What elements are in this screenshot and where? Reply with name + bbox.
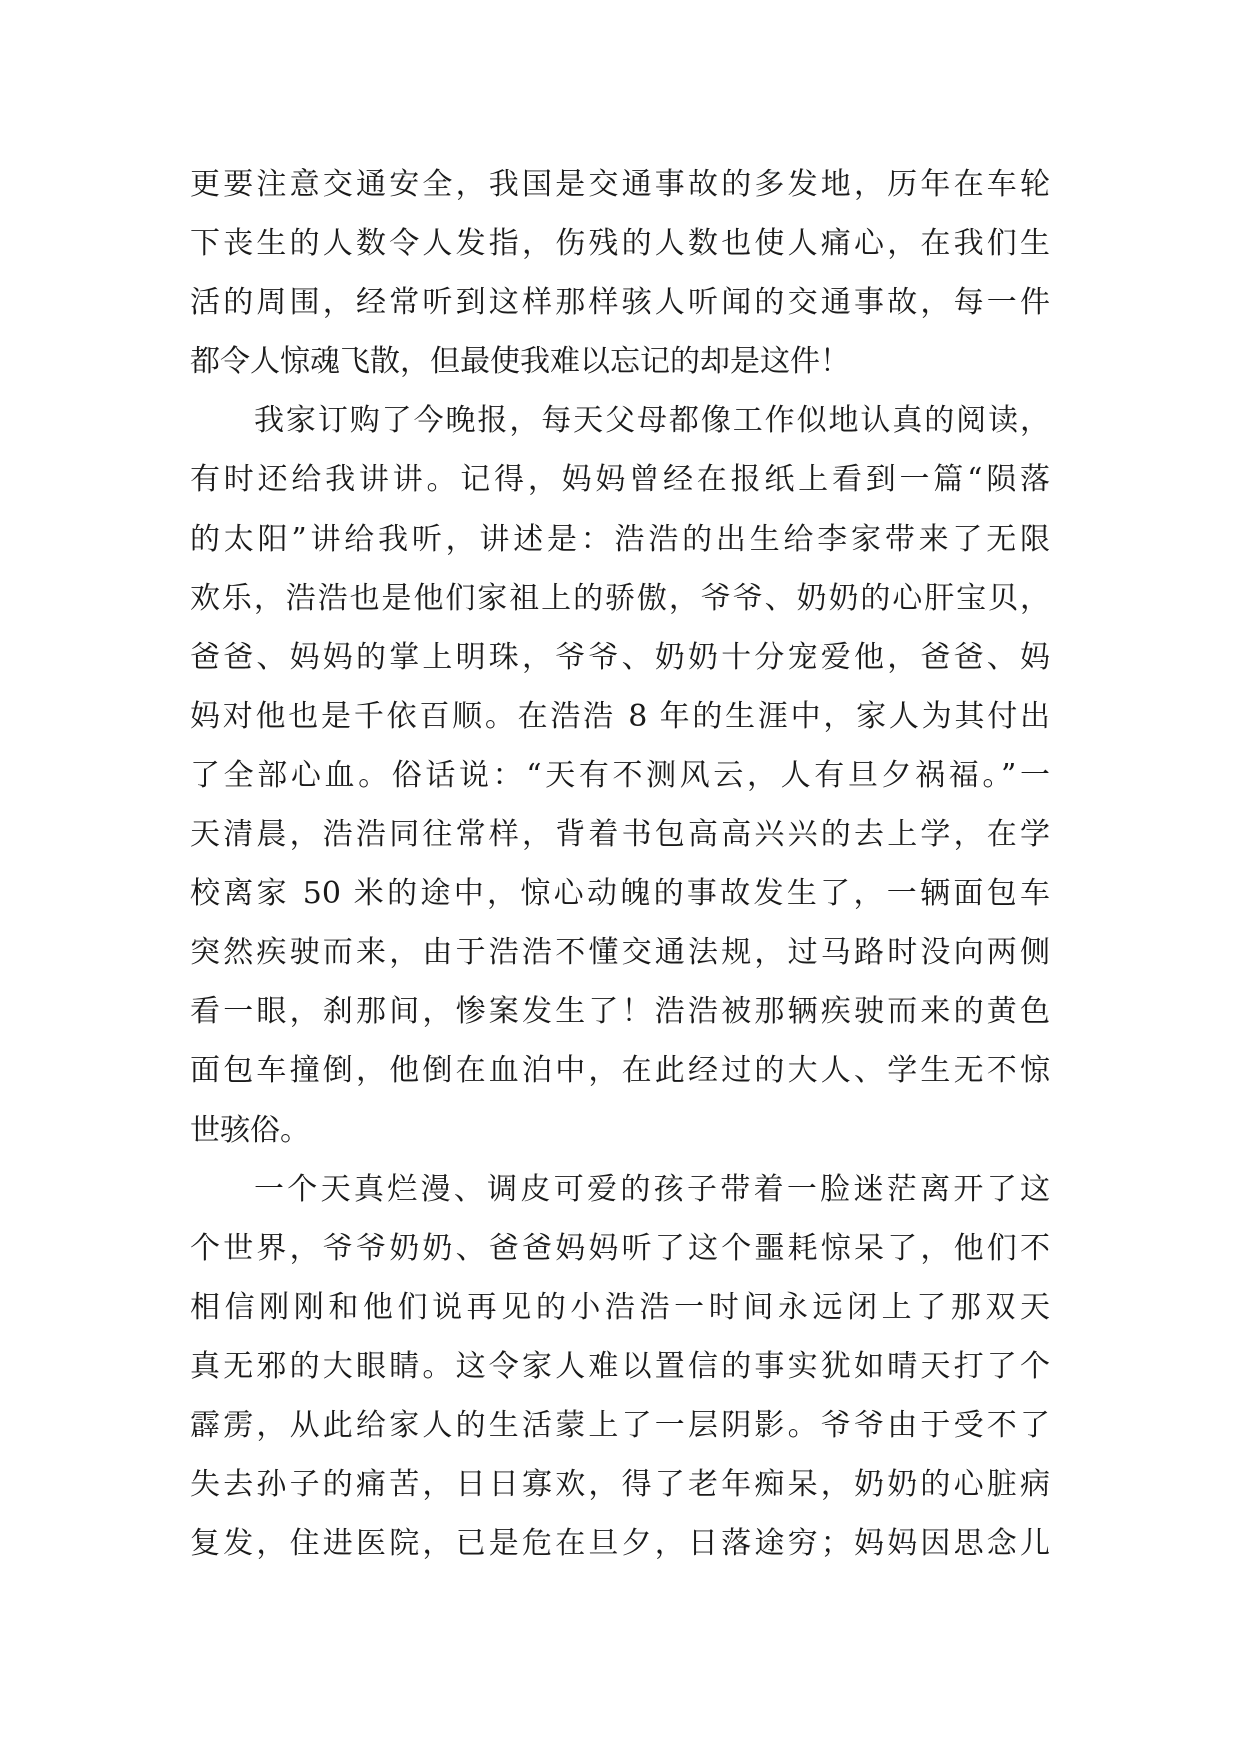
text-line: 活的周围，经常听到这样那样骇人听闻的交通事故，每一件: [190, 285, 1050, 321]
text-line: 看一眼，刹那间，惨案发生了！浩浩被那辆疾驶而来的黄色: [190, 994, 1050, 1030]
body-text: [190, 155, 1050, 1573]
text-line: 面包车撞倒，他倒在血泊中，在此经过的大人、学生无不惊: [190, 1053, 1050, 1089]
text-line: 霹雳，从此给家人的生活蒙上了一层阴影。爷爷由于受不了: [190, 1407, 1050, 1443]
text-line: 了全部心血。俗话说：“天有不测风云，人有旦夕祸福。”一: [190, 757, 1050, 793]
text-line: 个世界，爷爷奶奶、爸爸妈妈听了这个噩耗惊呆了，他们不: [190, 1230, 1050, 1266]
text-line: 的太阳”讲给我听，讲述是：浩浩的出生给李家带来了无限: [190, 521, 1050, 557]
text-line: 世骇俗。: [190, 1112, 310, 1148]
text-line: 都令人惊魂飞散，但最使我难以忘记的却是这件！: [190, 344, 850, 380]
text-line: 有时还给我讲讲。记得，妈妈曾经在报纸上看到一篇“陨落: [190, 462, 1050, 498]
text-line: 更要注意交通安全，我国是交通事故的多发地，历年在车轮: [190, 167, 1050, 202]
paragraph-first-line: 我家订购了今晚报，每天父母都像工作似地认真的阅读，: [254, 403, 1050, 439]
text-line: 突然疾驶而来，由于浩浩不懂交通法规，过马路时没向两侧: [190, 935, 1050, 971]
text-line: 失去孙子的痛苦，日日寡欢，得了老年痴呆，奶奶的心脏病: [190, 1467, 1050, 1503]
text-line: 天清晨，浩浩同往常样，背着书包高高兴兴的去上学，在学: [190, 817, 1050, 853]
text-line: 相信刚刚和他们说再见的小浩浩一时间永远闭上了那双天: [190, 1289, 1050, 1325]
text-line: 真无邪的大眼睛。这令家人难以置信的事实犹如晴天打了个: [190, 1348, 1050, 1384]
text-line: 下丧生的人数令人发指，伤残的人数也使人痛心，在我们生: [190, 226, 1050, 262]
text-line: 欢乐，浩浩也是他们家祖上的骄傲，爷爷、奶奶的心肝宝贝，: [190, 580, 1050, 616]
paragraph-first-line: 一个天真烂漫、调皮可爱的孩子带着一脸迷茫离开了这: [254, 1171, 1050, 1207]
text-line: 校离家 50 米的途中，惊心动魄的事故发生了，一辆面包车: [190, 876, 1050, 912]
text-line: 妈对他也是千依百顺。在浩浩 8 年的生涯中，家人为其付出: [190, 698, 1050, 734]
text-line: 复发，住进医院，已是危在旦夕，日落途穷；妈妈因思念儿: [190, 1526, 1050, 1562]
text-line: 爸爸、妈妈的掌上明珠，爷爷、奶奶十分宠爱他，爸爸、妈: [190, 639, 1050, 675]
